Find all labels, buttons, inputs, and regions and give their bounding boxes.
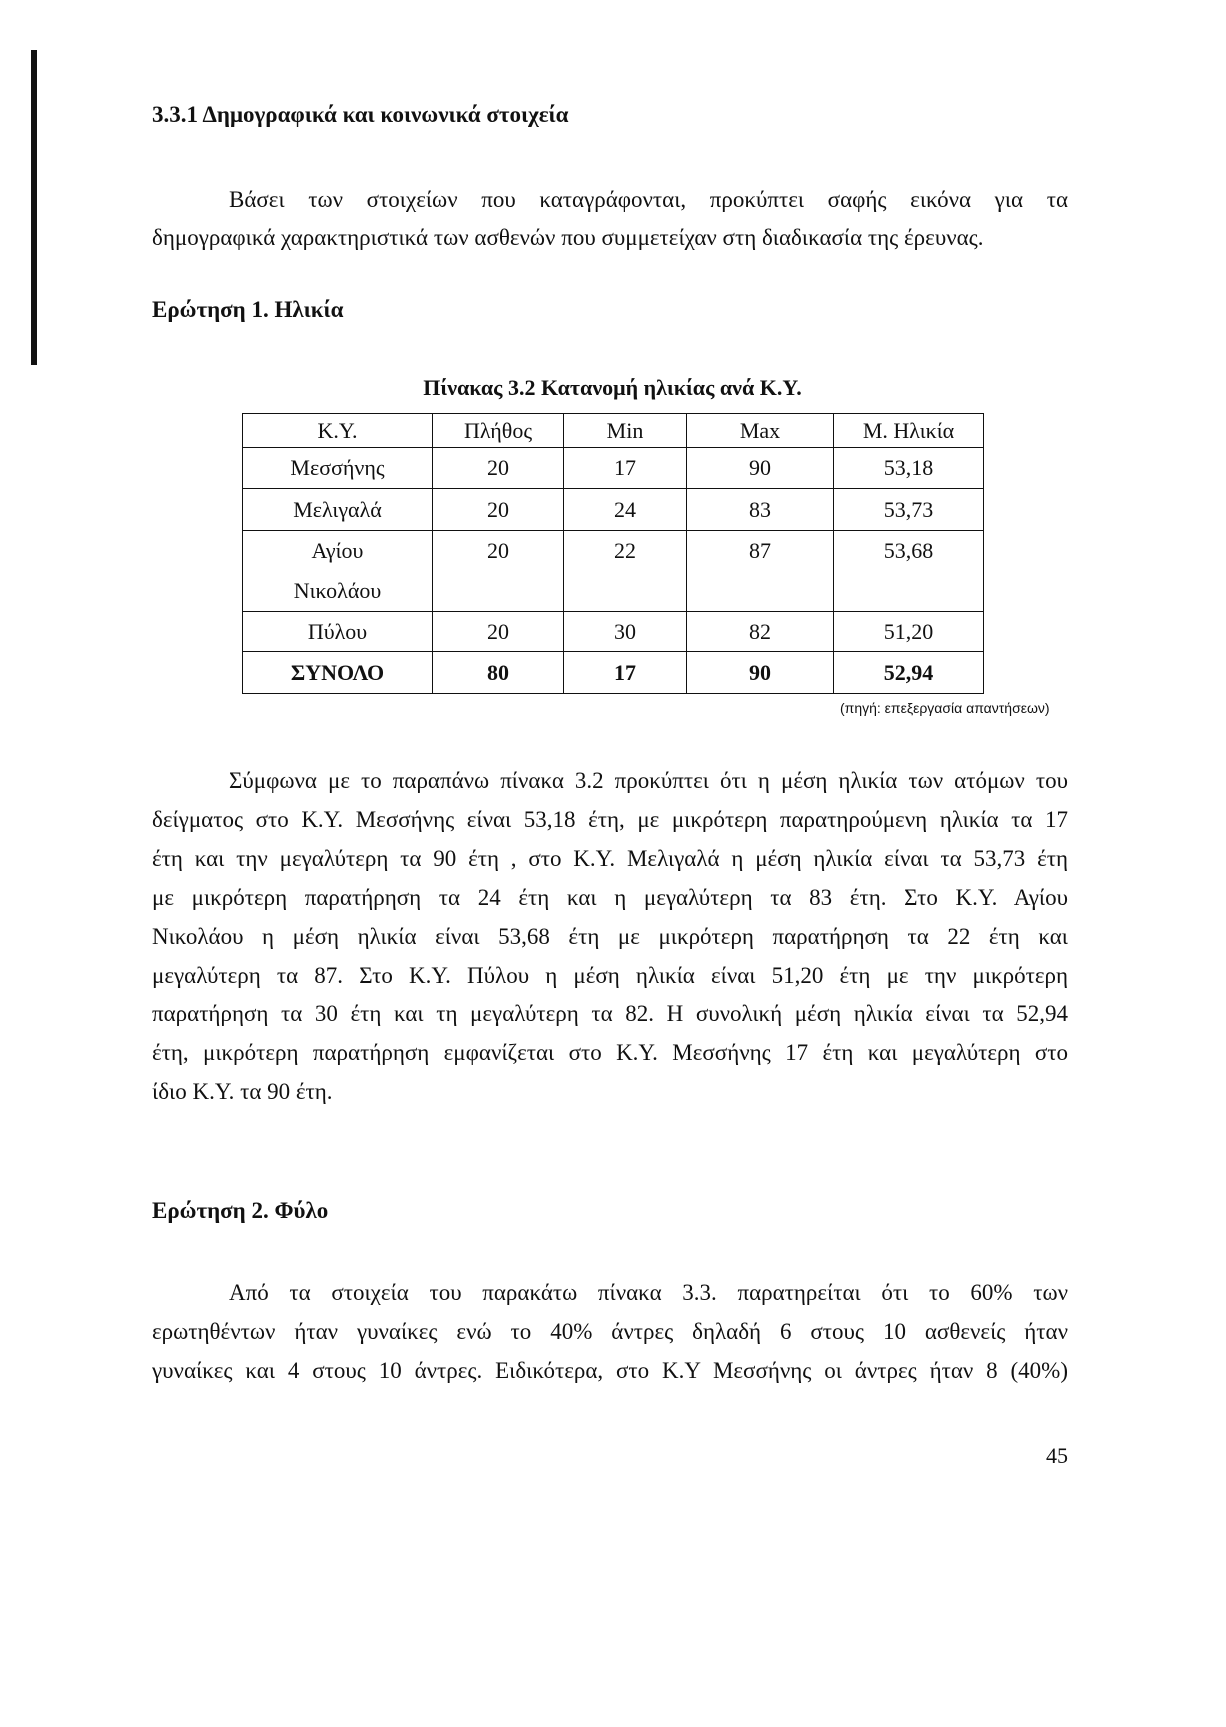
age-distribution-table <box>242 413 984 694</box>
table-row <box>243 612 984 652</box>
question-1-title: Ερώτηση 1. Ηλικία <box>152 297 344 322</box>
kv-name: Μεσσήνης <box>290 455 385 480</box>
max-cell: 90 <box>687 652 834 694</box>
max-cell: 87 <box>687 531 834 612</box>
count-cell: 20 <box>433 489 564 531</box>
kv-cell <box>243 531 433 612</box>
page-number: 45 <box>1046 1443 1068 1468</box>
analysis-line: παρατήρηση τα 30 έτη και τη μεγαλύτερη τα 82. Η συνολική μέση ηλικία είναι τα 52,94 <box>152 1001 1068 1026</box>
min-cell: 30 <box>564 612 687 652</box>
intro-line: δημογραφικά χαρακτηριστικά των ασθενών που συμμετείχαν στη διαδικασία της έρευνας. <box>152 225 984 250</box>
count-cell: 20 <box>433 531 564 612</box>
table-row <box>243 531 984 612</box>
count-cell: 80 <box>433 652 564 694</box>
table-total-row <box>243 652 984 694</box>
mean-cell: 51,20 <box>834 612 984 652</box>
table-caption: Πίνακας 3.2 Κατανομή ηλικίας ανά Κ.Υ. <box>423 375 802 400</box>
max-cell: 82 <box>687 612 834 652</box>
mean-cell: 53,18 <box>834 448 984 489</box>
mean-cell: 53,73 <box>834 489 984 531</box>
gender-line: γυναίκες και 4 στους 10 άντρες. Ειδικότερα, στο Κ.Υ Μεσσήνης οι άντρες ήταν 8 (40%) <box>152 1358 1068 1383</box>
max-cell: 90 <box>687 448 834 489</box>
gender-line: ερωτηθέντων ήταν γυναίκες ενώ το 40% άντρες δηλαδή 6 στους 10 ασθενείς ήταν <box>152 1319 1068 1344</box>
kv-cell <box>243 448 433 489</box>
header-cell: Κ.Υ. <box>243 414 433 448</box>
header-cell: Min <box>564 414 687 448</box>
analysis-line: έτη, μικρότερη παρατήρηση εμφανίζεται στο Κ.Υ. Μεσσήνης 17 έτη και μεγαλύτερη στο <box>152 1040 1068 1065</box>
kv-name: Πύλου <box>307 618 368 644</box>
table-row <box>243 489 984 531</box>
gender-line: Από τα στοιχεία του παρακάτω πίνακα 3.3. παρατηρείται ότι το 60% των <box>229 1280 1068 1305</box>
table-source-note: (πηγή: επεξεργασία απαντήσεων) <box>840 700 1050 716</box>
kv-cell <box>243 612 433 652</box>
kv-cell <box>243 489 433 531</box>
kv-cell: ΣΥΝΟΛΟ <box>243 652 433 694</box>
max-cell: 83 <box>687 489 834 531</box>
question-2-title: Ερώτηση 2. Φύλο <box>152 1198 329 1223</box>
min-cell: 17 <box>564 448 687 489</box>
analysis-line: δείγματος στο Κ.Υ. Μεσσήνης είναι 53,18 έτη, με μικρότερη παρατηρούμενη ηλικία τα 17 <box>152 807 1068 832</box>
min-cell: 17 <box>564 652 687 694</box>
scan-edge-mark <box>31 50 37 365</box>
analysis-line: μεγαλύτερη τα 87. Στο Κ.Υ. Πύλου η μέση ηλικία είναι 51,20 έτη με την μικρότερη <box>152 963 1068 988</box>
kv-name-line-2: Νικολάου <box>293 578 382 603</box>
table-header-row <box>243 414 984 448</box>
section-heading: 3.3.1 Δημογραφικά και κοινωνικά στοιχεία <box>152 102 569 127</box>
kv-name-line-1: Αγίου <box>311 538 364 563</box>
header-cell: Μ. Ηλικία <box>834 414 984 448</box>
header-cell: Πλήθος <box>433 414 564 448</box>
intro-line: Βάσει των στοιχείων που καταγράφονται, προκύπτει σαφής εικόνα για τα <box>229 187 1068 212</box>
analysis-line: έτη και την μεγαλύτερη τα 90 έτη , στο Κ.Υ. Μελιγαλά η μέση ηλικία είναι τα 53,73 έτη <box>152 846 1068 871</box>
analysis-line: με μικρότερη παρατήρηση τα 24 έτη και η μεγαλύτερη τα 83 έτη. Στο Κ.Υ. Αγίου <box>152 885 1068 910</box>
kv-name: Μελιγαλά <box>293 496 382 522</box>
header-cell: Max <box>687 414 834 448</box>
mean-cell: 52,94 <box>834 652 984 694</box>
count-cell: 20 <box>433 612 564 652</box>
min-cell: 22 <box>564 531 687 612</box>
analysis-line: Νικολάου η μέση ηλικία είναι 53,68 έτη με μικρότερη παρατήρηση τα 22 έτη και <box>152 924 1068 949</box>
count-cell: 20 <box>433 448 564 489</box>
analysis-line: ίδιο Κ.Υ. τα 90 έτη. <box>152 1079 333 1104</box>
min-cell: 24 <box>564 489 687 531</box>
analysis-line: Σύμφωνα με το παραπάνω πίνακα 3.2 προκύπτει ότι η μέση ηλικία των ατόμων του <box>229 768 1068 793</box>
mean-cell: 53,68 <box>834 531 984 612</box>
table-row <box>243 448 984 489</box>
